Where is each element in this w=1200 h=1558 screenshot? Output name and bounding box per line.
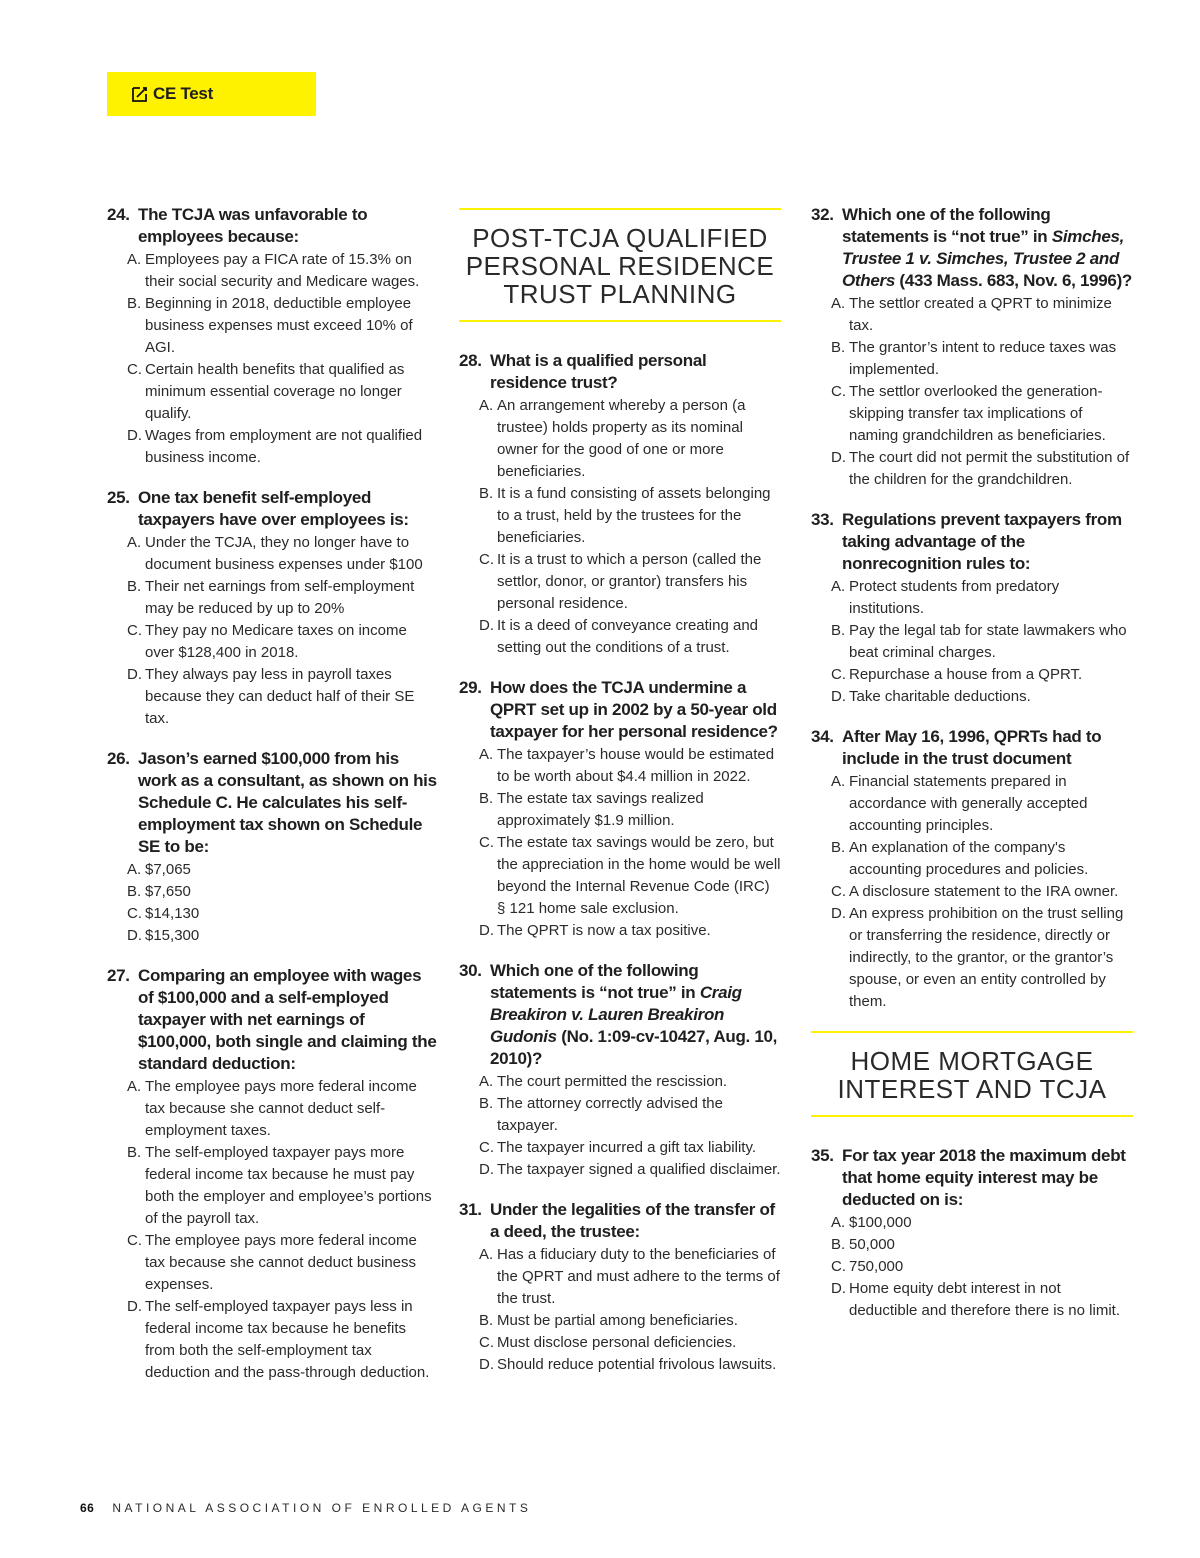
answer-option-b — [107, 293, 437, 359]
option-letter: D. — [127, 427, 142, 444]
option-text: Beginning in 2018, deductible employee business expenses must exceed 10% of AGI. — [145, 295, 413, 356]
question-29 — [459, 677, 781, 942]
option-letter: B. — [127, 1144, 142, 1161]
option-text: The QPRT is now a tax positive. — [497, 922, 711, 939]
question-32 — [811, 204, 1133, 491]
option-letter: C. — [479, 1139, 494, 1156]
option-letter: A. — [127, 861, 142, 878]
answer-option-d — [459, 1354, 781, 1376]
answer-options — [107, 859, 437, 947]
section-title: POST-TCJA QUALIFIED PERSONAL RESIDENCE TRUST PLANNING — [465, 223, 775, 309]
publication-name: NATIONAL ASSOCIATION OF ENROLLED AGENTS — [112, 1501, 532, 1515]
answer-options — [107, 249, 437, 469]
option-letter: C. — [479, 551, 494, 568]
option-letter: B. — [127, 883, 142, 900]
answer-option-b — [811, 837, 1133, 881]
option-text: Should reduce potential frivolous lawsuits. — [497, 1356, 777, 1373]
option-letter: B. — [831, 339, 846, 356]
option-text: The estate tax savings would be zero, but the appreciation in the home would be well beyond the Internal Revenue Code (IRC) § 121 home sale exclusion. — [497, 834, 781, 917]
option-letter: A. — [831, 1214, 846, 1231]
column-2 — [459, 204, 781, 1394]
answer-option-d — [107, 425, 437, 469]
answer-option-a — [811, 293, 1133, 337]
answer-options — [811, 771, 1133, 1013]
option-letter: A. — [831, 773, 846, 790]
question-title — [107, 748, 437, 858]
option-letter: C. — [831, 1258, 846, 1275]
option-letter: D. — [479, 1161, 494, 1178]
option-letter: A. — [127, 1078, 142, 1095]
option-text: They always pay less in payroll taxes because they can deduct half of their SE tax. — [145, 666, 415, 727]
answer-option-d — [811, 447, 1133, 491]
option-text: The settlor created a QPRT to minimize tax. — [849, 295, 1112, 334]
option-letter: D. — [127, 927, 142, 944]
section-header — [459, 208, 781, 322]
question-number: 31. — [459, 1200, 482, 1219]
question-number: 35. — [811, 1146, 834, 1165]
answer-option-c — [811, 664, 1133, 686]
question-number: 29. — [459, 678, 482, 697]
option-text: The self-employed taxpayer pays more federal income tax because he must pay both the employer and employee’s portions of the payroll tax. — [145, 1144, 432, 1227]
question-number: 24. — [107, 205, 130, 224]
option-letter: D. — [479, 922, 494, 939]
option-text: Repurchase a house from a QPRT. — [849, 666, 1083, 683]
option-text: The court permitted the rescission. — [497, 1073, 728, 1090]
option-text: The employee pays more federal income tax because she cannot deduct business expenses. — [145, 1232, 417, 1293]
option-letter: A. — [127, 534, 142, 551]
answer-options — [811, 1212, 1133, 1322]
question-title — [107, 965, 437, 1075]
answer-option-a — [107, 1076, 437, 1142]
option-text: $14,130 — [145, 905, 200, 922]
option-letter: A. — [479, 1073, 494, 1090]
answer-option-a — [459, 1244, 781, 1310]
answer-options — [459, 1071, 781, 1181]
option-letter: C. — [831, 883, 846, 900]
option-letter: C. — [479, 1334, 494, 1351]
option-letter: B. — [127, 295, 142, 312]
column-3 — [811, 204, 1133, 1340]
option-text: An express prohibition on the trust selling or transferring the residence, directly or indirectly, to the grantor, or the grantor’s spouse, or even an entity controlled by them. — [849, 905, 1124, 1010]
question-26 — [107, 748, 437, 947]
answer-option-b — [459, 788, 781, 832]
answer-option-a — [459, 1071, 781, 1093]
option-text: Must disclose personal deficiencies. — [497, 1334, 737, 1351]
question-number: 33. — [811, 510, 834, 529]
answer-option-a — [811, 576, 1133, 620]
option-letter: C. — [831, 666, 846, 683]
option-text: The estate tax savings realized approximately $1.9 million. — [497, 790, 704, 829]
answer-option-d — [107, 664, 437, 730]
option-text: Has a fiduciary duty to the beneficiaries of the QPRT and must adhere to the terms of the trust. — [497, 1246, 780, 1307]
answer-option-c — [459, 549, 781, 615]
question-text: One tax benefit self-employed taxpayers have over employees is: — [138, 488, 409, 529]
option-text: Protect students from predatory institutions. — [849, 578, 1060, 617]
question-number: 30. — [459, 961, 482, 980]
answer-option-b — [459, 483, 781, 549]
answer-option-d — [459, 920, 781, 942]
answer-option-a — [459, 744, 781, 788]
option-letter: B. — [831, 1236, 846, 1253]
question-title — [811, 509, 1133, 575]
option-letter: D. — [831, 688, 846, 705]
question-title — [459, 1199, 781, 1243]
question-number: 34. — [811, 727, 834, 746]
answer-option-c — [107, 620, 437, 664]
option-text: Financial statements prepared in accordance with generally accepted accounting principles. — [849, 773, 1088, 834]
question-number: 27. — [107, 966, 130, 985]
answer-option-d — [107, 925, 437, 947]
option-text: The attorney correctly advised the taxpayer. — [497, 1095, 723, 1134]
ce-test-label: CE Test — [153, 84, 213, 103]
option-letter: B. — [479, 1312, 494, 1329]
answer-option-a — [811, 1212, 1133, 1234]
option-letter: B. — [831, 839, 846, 856]
option-text: Take charitable deductions. — [849, 688, 1031, 705]
page-footer — [80, 1501, 531, 1515]
question-number: 28. — [459, 351, 482, 370]
option-text: An arrangement whereby a person (a trustee) holds property as its nominal owner for the good of one or more beneficiaries. — [497, 397, 746, 480]
option-letter: B. — [127, 578, 142, 595]
answer-option-c — [811, 1256, 1133, 1278]
option-text: Certain health benefits that qualified as minimum essential coverage no longer qualify. — [145, 361, 405, 422]
option-text: Wages from employment are not qualified business income. — [145, 427, 423, 466]
option-letter: B. — [831, 622, 846, 639]
option-text: $100,000 — [849, 1214, 912, 1231]
question-31 — [459, 1199, 781, 1376]
option-text: The self-employed taxpayer pays less in federal income tax because he benefits from both the self-employment tax deduction and the pass-through deduction. — [145, 1298, 430, 1381]
answer-option-d — [811, 686, 1133, 708]
question-text: Which one of the following statements is “not true” in Simches, Trustee 1 v. Simches, Trustee 2 and Others (433 Mass. 683, Nov. 6, 1996)? — [842, 205, 1133, 290]
question-text: For tax year 2018 the maximum debt that home equity interest may be deducted on is: — [842, 1146, 1126, 1209]
option-text: The employee pays more federal income tax because she cannot deduct self-employment taxes. — [145, 1078, 417, 1139]
option-letter: A. — [479, 397, 494, 414]
question-text: Regulations prevent taxpayers from taking advantage of the nonrecognition rules to: — [842, 510, 1122, 573]
question-text: Which one of the following statements is “not true” in Craig Breakiron v. Lauren Breakiron Gudonis (No. 1:09-cv-10427, Aug. 10, 2010)? — [490, 961, 778, 1068]
answer-option-d — [811, 1278, 1133, 1322]
question-title — [459, 350, 781, 394]
option-text: Employees pay a FICA rate of 15.3% on their social security and Medicare wages. — [145, 251, 420, 290]
answer-options — [811, 293, 1133, 491]
option-letter: A. — [127, 251, 142, 268]
answer-option-d — [811, 903, 1133, 1013]
option-letter: A. — [479, 1246, 494, 1263]
option-letter: C. — [127, 1232, 142, 1249]
answer-option-c — [107, 359, 437, 425]
question-number: 32. — [811, 205, 834, 224]
option-text: Pay the legal tab for state lawmakers who beat criminal charges. — [849, 622, 1127, 661]
answer-option-b — [107, 1142, 437, 1230]
answer-option-b — [811, 337, 1133, 381]
option-letter: A. — [831, 295, 846, 312]
answer-option-c — [107, 1230, 437, 1296]
option-text: $15,300 — [145, 927, 200, 944]
edit-pencil-icon — [131, 85, 149, 103]
answer-option-c — [459, 1137, 781, 1159]
option-text: The taxpayer’s house would be estimated to be worth about $4.4 million in 2022. — [497, 746, 775, 785]
option-text: They pay no Medicare taxes on income over $128,400 in 2018. — [145, 622, 407, 661]
question-30 — [459, 960, 781, 1181]
answer-option-c — [459, 1332, 781, 1354]
answer-option-a — [459, 395, 781, 483]
answer-option-b — [811, 1234, 1133, 1256]
answer-option-d — [107, 1296, 437, 1384]
question-title — [459, 960, 781, 1070]
answer-options — [107, 1076, 437, 1384]
question-34 — [811, 726, 1133, 1013]
option-text: $7,065 — [145, 861, 191, 878]
question-text: After May 16, 1996, QPRTs had to include in the trust document — [842, 727, 1102, 768]
question-text: How does the TCJA undermine a QPRT set up in 2002 by a 50-year old taxpayer for her personal residence? — [490, 678, 778, 741]
answer-options — [459, 395, 781, 659]
option-letter: B. — [479, 1095, 494, 1112]
option-letter: D. — [831, 905, 846, 922]
answer-option-d — [459, 1159, 781, 1181]
option-letter: D. — [127, 666, 142, 683]
option-text: The taxpayer incurred a gift tax liability. — [497, 1139, 757, 1156]
page-number: 66 — [80, 1501, 95, 1515]
answer-option-d — [459, 615, 781, 659]
question-text: What is a qualified personal residence trust? — [490, 351, 707, 392]
option-letter: A. — [831, 578, 846, 595]
question-title — [811, 726, 1133, 770]
option-letter: D. — [479, 617, 494, 634]
option-text: An explanation of the company's accounting procedures and policies. — [849, 839, 1089, 878]
question-27 — [107, 965, 437, 1384]
question-title — [811, 204, 1133, 292]
question-33 — [811, 509, 1133, 708]
option-letter: B. — [479, 790, 494, 807]
option-letter: D. — [479, 1356, 494, 1373]
question-title — [107, 487, 437, 531]
answer-option-c — [459, 832, 781, 920]
answer-option-c — [811, 881, 1133, 903]
option-text: It is a deed of conveyance creating and setting out the conditions of a trust. — [497, 617, 759, 656]
option-letter: A. — [479, 746, 494, 763]
option-text: It is a trust to which a person (called the settlor, donor, or grantor) transfers his personal residence. — [497, 551, 762, 612]
answer-options — [811, 576, 1133, 708]
option-text: The settlor overlooked the generation-skipping transfer tax implications of naming grandchildren as beneficiaries. — [849, 383, 1106, 444]
answer-option-a — [107, 859, 437, 881]
question-28 — [459, 350, 781, 659]
answer-option-a — [107, 532, 437, 576]
answer-options — [459, 1244, 781, 1376]
option-text: It is a fund consisting of assets belonging to a trust, held by the trustees for the beneficiaries. — [497, 485, 771, 546]
answer-option-b — [811, 620, 1133, 664]
answer-option-a — [107, 249, 437, 293]
option-text: Under the TCJA, they no longer have to document business expenses under $100 — [145, 534, 423, 573]
option-letter: D. — [831, 449, 846, 466]
question-number: 25. — [107, 488, 130, 507]
question-title — [459, 677, 781, 743]
question-text: Jason’s earned $100,000 from his work as a consultant, as shown on his Schedule C. He calculates his self-employment tax shown on Schedule SE to be: — [138, 749, 437, 856]
option-text: The court did not permit the substitution of the children for the grandchildren. — [849, 449, 1130, 488]
option-letter: C. — [127, 622, 142, 639]
option-text: A disclosure statement to the IRA owner. — [849, 883, 1119, 900]
question-text: Comparing an employee with wages of $100,000 and a self-employed taxpayer with net earnings of $100,000, both single and claiming the standard deduction: — [138, 966, 437, 1073]
answer-option-b — [107, 881, 437, 903]
option-letter: C. — [127, 361, 142, 378]
question-text: The TCJA was unfavorable to employees because: — [138, 205, 368, 246]
option-letter: D. — [831, 1280, 846, 1297]
option-text: Must be partial among beneficiaries. — [497, 1312, 738, 1329]
question-25 — [107, 487, 437, 730]
question-text: Under the legalities of the transfer of a deed, the trustee: — [490, 1200, 775, 1241]
answer-option-b — [459, 1093, 781, 1137]
answer-option-c — [811, 381, 1133, 447]
answer-option-c — [107, 903, 437, 925]
section-header — [811, 1031, 1133, 1117]
option-letter: D. — [127, 1298, 142, 1315]
option-letter: B. — [479, 485, 494, 502]
answer-option-b — [459, 1310, 781, 1332]
question-title — [811, 1145, 1133, 1211]
option-text: $7,650 — [145, 883, 191, 900]
column-1 — [107, 204, 437, 1402]
section-title: HOME MORTGAGE INTEREST AND TCJA — [837, 1046, 1107, 1104]
ce-test-tag — [107, 72, 316, 116]
option-text: 50,000 — [849, 1236, 895, 1253]
option-text: 750,000 — [849, 1258, 904, 1275]
option-text: Home equity debt interest in not deductible and therefore there is no limit. — [849, 1280, 1120, 1319]
option-letter: C. — [479, 834, 494, 851]
question-number: 26. — [107, 749, 130, 768]
answer-option-b — [107, 576, 437, 620]
answer-option-a — [811, 771, 1133, 837]
question-title — [107, 204, 437, 248]
answer-options — [107, 532, 437, 730]
option-text: The taxpayer signed a qualified disclaimer. — [497, 1161, 781, 1178]
answer-options — [459, 744, 781, 942]
option-letter: C. — [127, 905, 142, 922]
option-letter: C. — [831, 383, 846, 400]
option-text: Their net earnings from self-employment may be reduced by up to 20% — [145, 578, 415, 617]
question-24 — [107, 204, 437, 469]
question-35 — [811, 1145, 1133, 1322]
option-text: The grantor’s intent to reduce taxes was implemented. — [849, 339, 1117, 378]
